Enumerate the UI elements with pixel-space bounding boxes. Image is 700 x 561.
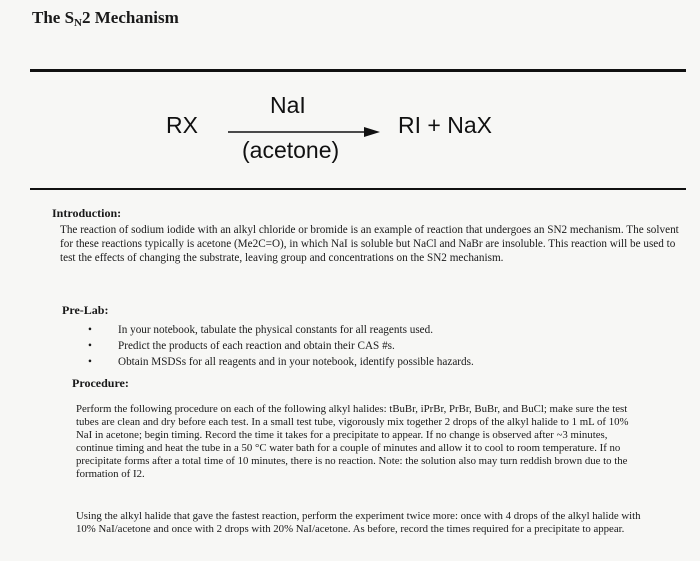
prelab-item <box>88 338 648 354</box>
prelab-heading <box>62 301 108 319</box>
bullet-icon: • <box>88 340 92 352</box>
procedure-heading <box>72 374 129 392</box>
page-title <box>32 8 179 28</box>
prelab-item-text: Predict the products of each reaction and obtain their CAS #s. <box>118 340 395 352</box>
equation-solvent: (acetone) <box>242 137 340 163</box>
bottom-divider <box>30 188 686 190</box>
prelab-item-text: Obtain MSDSs for all reagents and in your notebook, identify possible hazards. <box>118 356 474 368</box>
bullet-icon: • <box>88 356 92 368</box>
equation-products: RI + NaX <box>398 112 492 138</box>
prelab-item <box>88 354 648 370</box>
procedure-paragraph-1: Perform the following procedure on each of the following alkyl halides: tBuBr, iPrBr, PrBr, BuBr, and BuCl; make sure the test tubes are clean and dry before each test. In a small test tube, vigorously mix together 2 drops of the alkyl halide to 1 mL of 10% NaI in acetone; begin timing. Record the time it takes for a precipitate to appear. If no change is observed after ~3 minutes, continue timing and heat the tube in a 50 °C water bath for a couple of minutes and allow it to cool to room temperature. If no precipitate forms after a total time of 10 minutes, there is no reaction. Note: the solution also may turn reddish brown due to the formation of I2. <box>76 403 629 480</box>
bullet-icon: • <box>88 324 92 336</box>
title-subscript: N <box>74 17 82 29</box>
introduction-heading-text: Introduction: <box>52 206 122 220</box>
procedure-heading-text: Procedure: <box>72 376 129 390</box>
title-main-b: 2 Mechanism <box>82 8 179 27</box>
title-main-a: The S <box>32 8 75 27</box>
prelab-item <box>88 322 648 338</box>
prelab-item-text: In your notebook, tabulate the physical constants for all reagents used. <box>118 324 434 336</box>
equation-reactant: RX <box>166 112 198 138</box>
procedure-paragraph-2: Using the alkyl halide that gave the fastest reaction, perform the experiment twice more: once with 4 drops of the alkyl halide with 10% NaI/acetone and once with 2 drops with 20% NaI/acetone. As before, record the times required for a precipitate to appear. <box>76 510 641 535</box>
introduction-paragraph: The reaction of sodium iodide with an alkyl chloride or bromide is an example of reaction that undergoes an SN2 mechanism. The solvent for these reactions typically is acetone (Me2C=O), in which NaI is soluble but NaCl and NaBr are insoluble. This reaction will be used to test the effects of changing the substrate, leaving group and concentrations on the SN2 mechanism. <box>60 224 679 264</box>
equation-reagent: NaI <box>270 92 306 118</box>
prelab-heading-text: Pre-Lab: <box>62 303 109 317</box>
top-divider <box>30 69 686 72</box>
introduction-heading <box>52 204 121 222</box>
prelab-list <box>88 322 648 370</box>
